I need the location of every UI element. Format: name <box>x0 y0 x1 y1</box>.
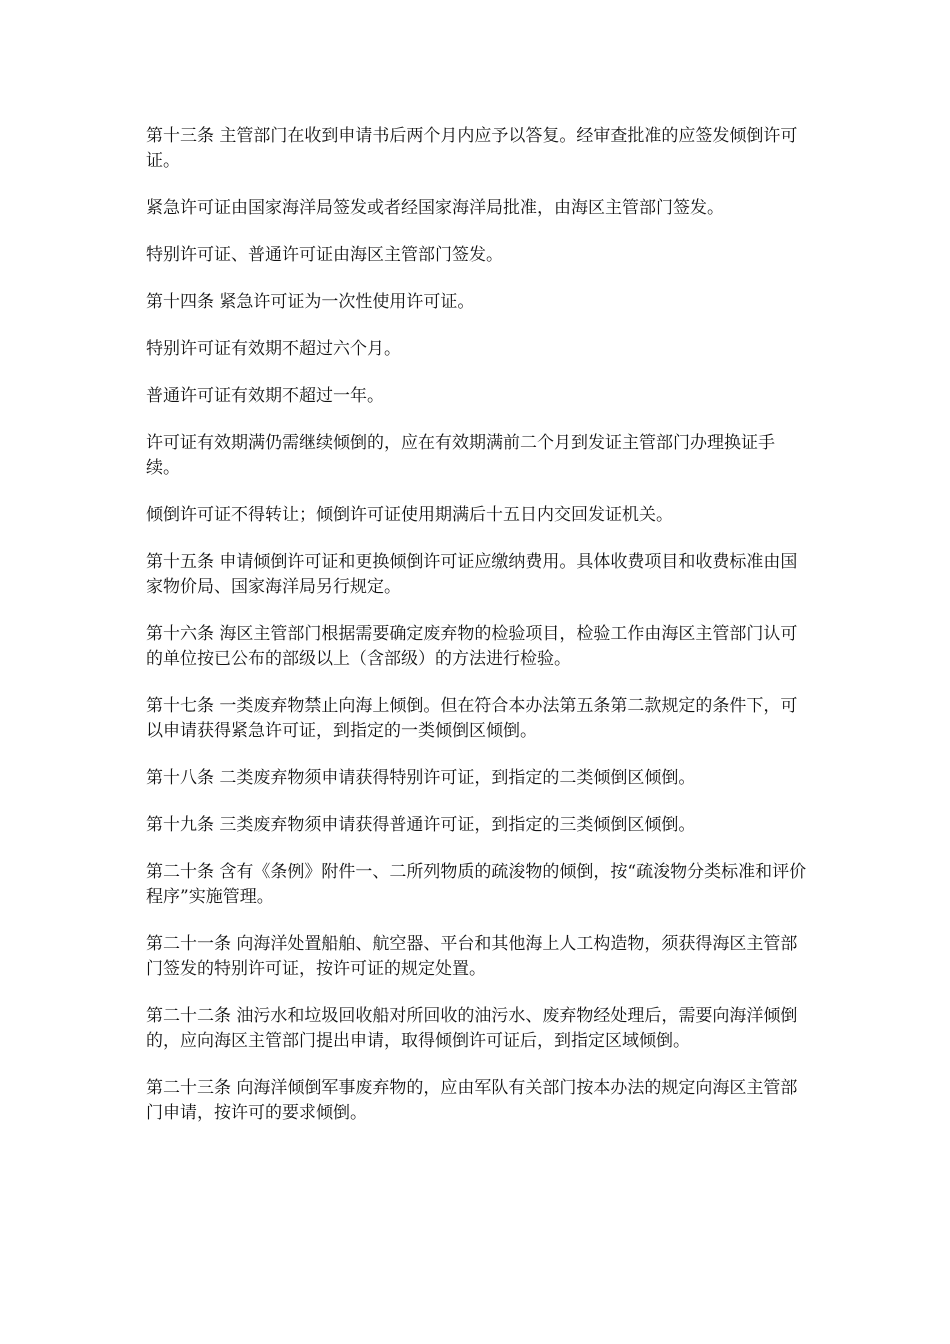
paragraph-permit-renewal: 许可证有效期满仍需继续倾倒的，应在有效期满前二个月到发证主管部门办理换证手续。 <box>146 433 775 478</box>
paragraph-article-21: 第二十一条 向海洋处置船舶、航空器、平台和其他海上人工构造物，须获得海区主管部门签发的特别许可证，按许可证的规定处置。 <box>146 934 798 979</box>
paragraph-permit-transfer: 倾倒许可证不得转让；倾倒许可证使用期满后十五日内交回发证机关。 <box>146 505 673 525</box>
paragraph-article-15: 第十五条 申请倾倒许可证和更换倾倒许可证应缴纳费用。具体收费项目和收费标准由国家物价局、国家海洋局另行规定。 <box>146 552 798 597</box>
paragraph-article-20: 第二十条 含有《条例》附件一、二所列物质的疏浚物的倾倒，按“疏浚物分类标准和评价程序”实施管理。 <box>146 862 807 907</box>
paragraph-article-23: 第二十三条 向海洋倾倒军事废弃物的，应由军队有关部门按本办法的规定向海区主管部门申请，按许可的要求倾倒。 <box>146 1078 798 1123</box>
paragraph-article-14: 第十四条 紧急许可证为一次性使用许可证。 <box>146 292 475 312</box>
paragraph-article-19: 第十九条 三类废弃物须申请获得普通许可证，到指定的三类倾倒区倾倒。 <box>146 815 696 835</box>
paragraph-article-22: 第二十二条 油污水和垃圾回收船对所回收的油污水、废弃物经处理后，需要向海洋倾倒的，应向海区主管部门提出申请，取得倾倒许可证后，到指定区域倾倒。 <box>146 1006 798 1051</box>
paragraph-article-18: 第十八条 二类废弃物须申请获得特别许可证，到指定的二类倾倒区倾倒。 <box>146 768 696 788</box>
paragraph-special-permit-validity: 特别许可证有效期不超过六个月。 <box>146 339 401 359</box>
paragraph-emergency-permit-issuer: 紧急许可证由国家海洋局签发或者经国家海洋局批准，由海区主管部门签发。 <box>146 198 724 218</box>
document-body <box>146 124 808 1148</box>
paragraph-article-13: 第十三条 主管部门在收到申请书后两个月内应予以答复。经审查批准的应签发倾倒许可证。 <box>146 126 798 171</box>
paragraph-general-permit-validity: 普通许可证有效期不超过一年。 <box>146 386 384 406</box>
paragraph-article-16: 第十六条 海区主管部门根据需要确定废弃物的检验项目，检验工作由海区主管部门认可的单位按已公布的部级以上（含部级）的方法进行检验。 <box>146 624 798 669</box>
paragraph-article-17: 第十七条 一类废弃物禁止向海上倾倒。但在符合本办法第五条第二款规定的条件下，可以申请获得紧急许可证，到指定的一类倾倒区倾倒。 <box>146 696 798 741</box>
paragraph-special-permit-issuer: 特别许可证、普通许可证由海区主管部门签发。 <box>146 245 503 265</box>
